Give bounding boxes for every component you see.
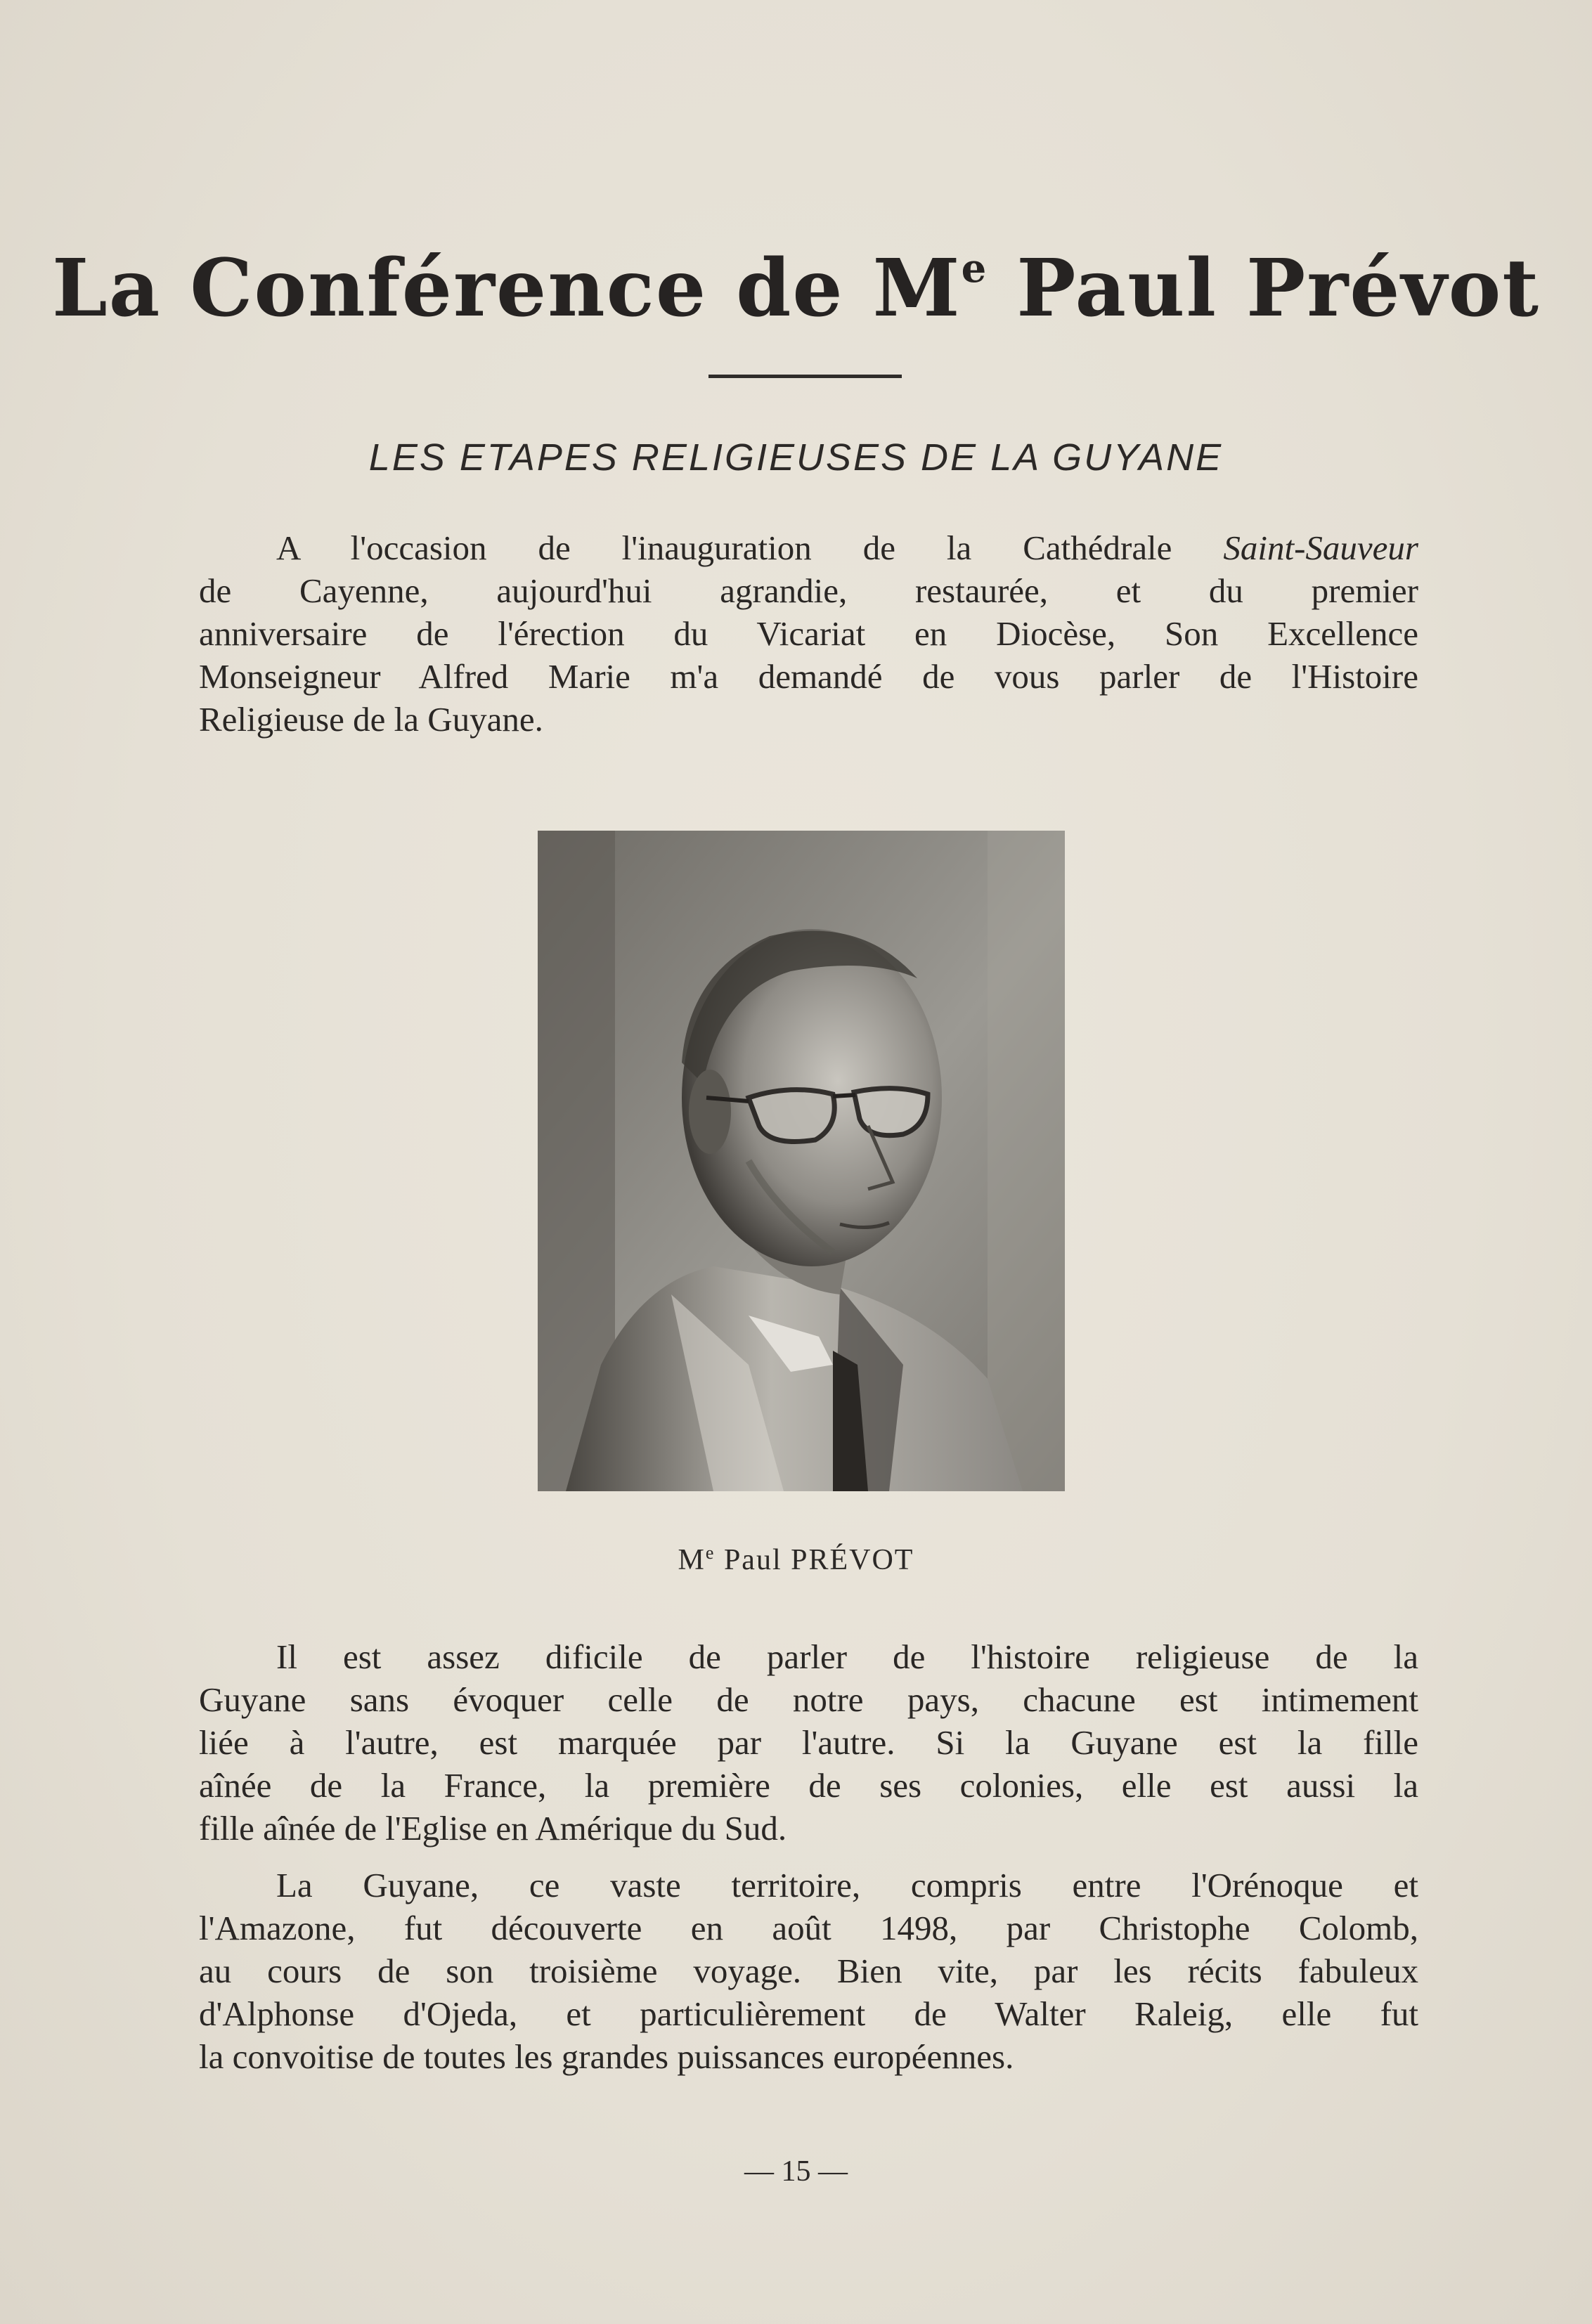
portrait-photo [538, 831, 1065, 1491]
body-line: la convoitise de toutes les grandes puissances européennes. [199, 2037, 1014, 2076]
intro-line: anniversaire de l'érection du Vicariat en Diocèse, Son Excellence [199, 614, 1418, 653]
body-line: l'Amazone, fut découverte en août 1498, par Christophe Colomb, [199, 1909, 1418, 1947]
intro-line: A l'occasion de l'inauguration de la Cathédrale Saint-Sauveur [276, 528, 1418, 567]
body-line: liée à l'autre, est marquée par l'autre. Si la Guyane est la fille [199, 1723, 1418, 1762]
body-line: La Guyane, ce vaste territoire, compris entre l'Orénoque et [276, 1866, 1418, 1904]
body-line: Il est assez dificile de parler de l'histoire religieuse de la [276, 1637, 1418, 1676]
body-paragraph-2 [199, 1864, 1418, 2078]
body-line: Guyane sans évoquer celle de notre pays, chacune est intimement [199, 1680, 1418, 1719]
photo-caption: Me Paul PRÉVOT [678, 1543, 914, 1576]
section-subtitle: LES ETAPES RELIGIEUSES DE LA GUYANE [368, 436, 1224, 479]
intro-paragraph [199, 526, 1418, 741]
body-paragraph-1 [199, 1635, 1418, 1850]
intro-line: de Cayenne, aujourd'hui agrandie, restaurée, et du premier [199, 571, 1418, 610]
body-line: fille aînée de l'Eglise en Amérique du Sud. [199, 1809, 787, 1848]
body-line: aînée de la France, la première de ses colonies, elle est aussi la [199, 1766, 1418, 1805]
page-number: — 15 — [744, 2155, 848, 2188]
body-line: au cours de son troisième voyage. Bien vite, par les récits fabuleux [199, 1952, 1418, 1990]
intro-line: Monseigneur Alfred Marie m'a demandé de vous parler de l'Histoire [199, 657, 1418, 696]
title-divider [708, 375, 902, 378]
body-line: d'Alphonse d'Ojeda, et particulièrement de Walter Raleig, elle fut [199, 1994, 1418, 2033]
page-title: La Conférence de Me Paul Prévot [51, 242, 1541, 335]
intro-line: Religieuse de la Guyane. [199, 700, 543, 739]
